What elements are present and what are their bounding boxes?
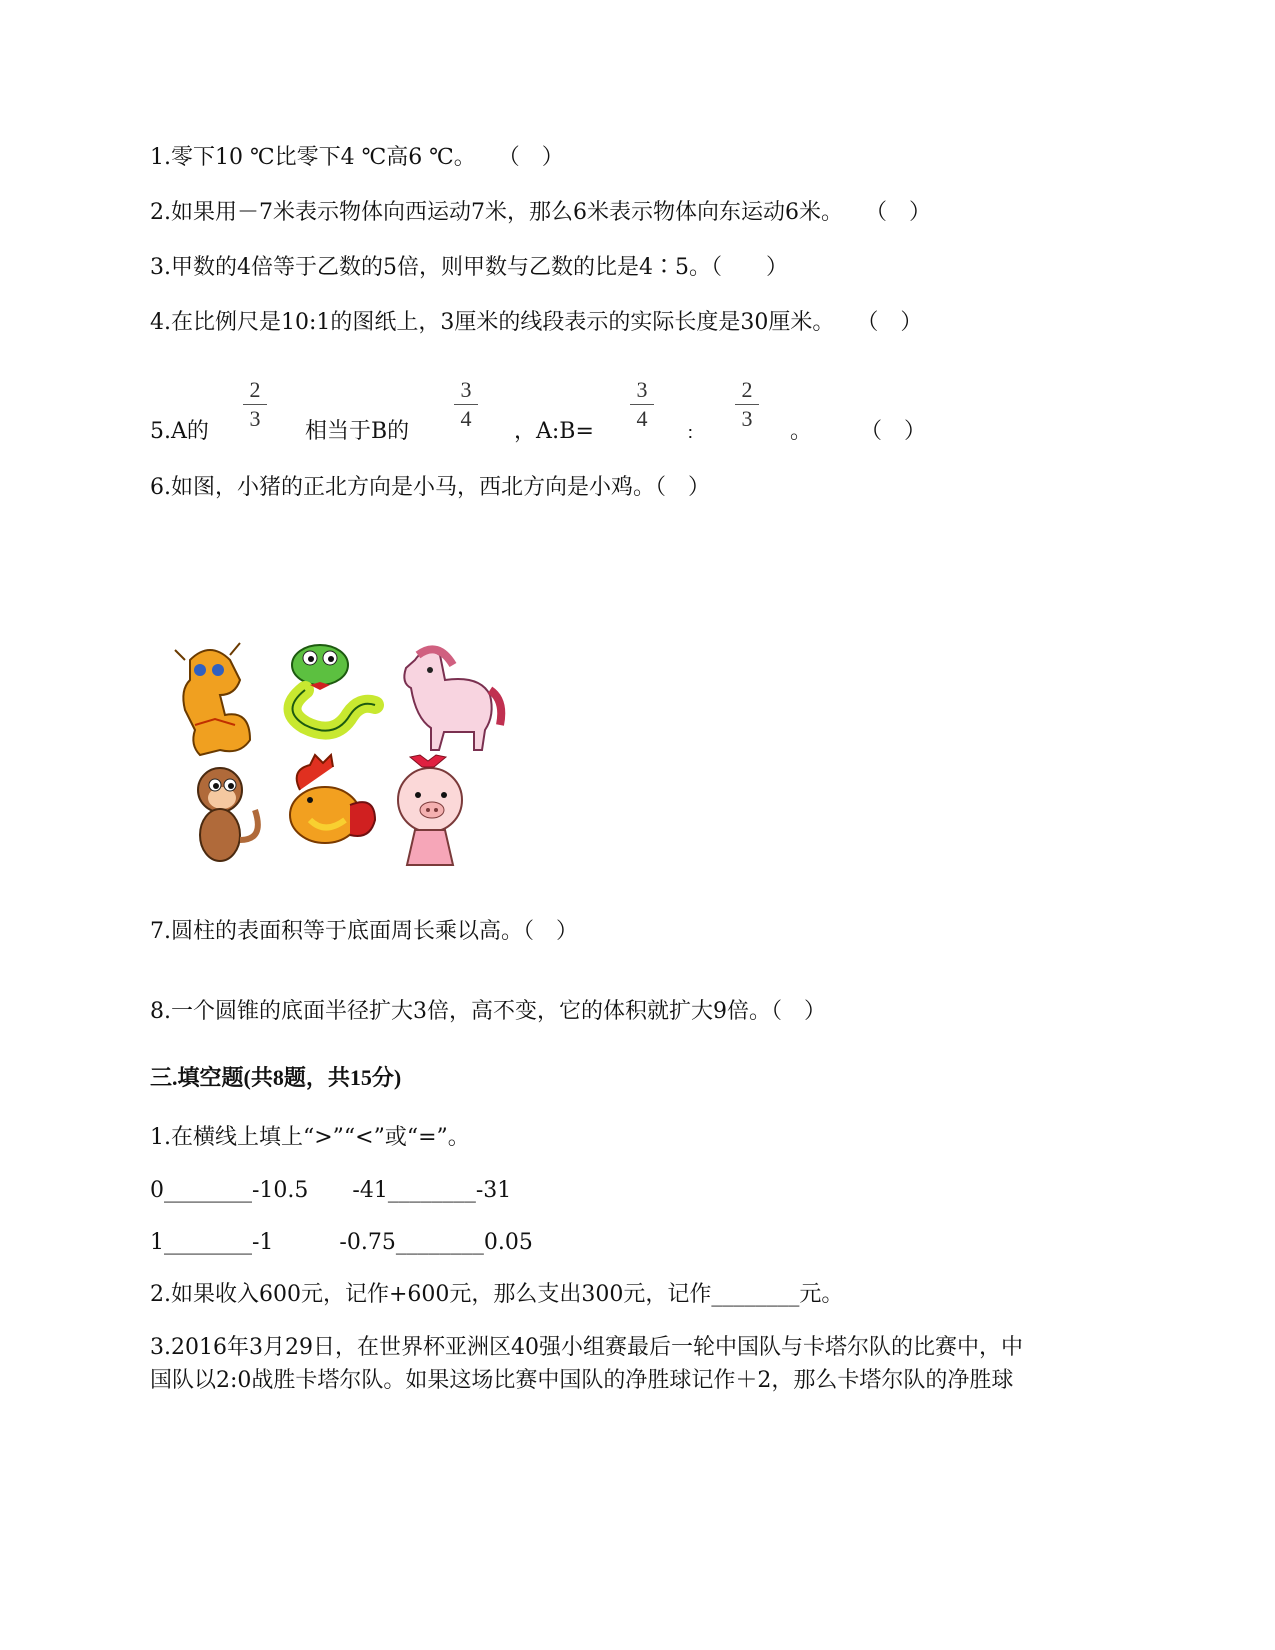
- fill-question-1-row-2: 1________-1 -0.75________0.05: [150, 1230, 533, 1255]
- section-heading-fill-in: 三.填空题(共8题，共15分): [150, 1065, 402, 1090]
- fill-question-3-line-1: 3.2016年3月29日，在世界杯亚洲区40强小组赛最后一轮中国队与卡塔尔队的比赛中，中: [150, 1335, 1023, 1360]
- question-5-blank: （ ）: [860, 419, 927, 444]
- question-8: 8.一个圆锥的底面半径扩大3倍，高不变，它的体积就扩大9倍。（ ）: [150, 999, 826, 1024]
- pig-icon: [398, 755, 462, 865]
- question-5-ratio: ，A:B=: [514, 419, 594, 444]
- fraction-4-denominator: 3: [741, 406, 753, 431]
- question-5-prefix: 5.A的: [150, 419, 209, 444]
- dragon-icon: [175, 643, 250, 755]
- rooster-icon: [290, 755, 375, 843]
- fill-question-1: 1.在横线上填上“>”“<”或“=”。: [150, 1125, 470, 1150]
- question-5-colon: ∶: [688, 424, 693, 445]
- question-4: 4.在比例尺是10:1的图纸上，3厘米的线段表示的实际长度是30厘米。 （ ）: [150, 310, 923, 335]
- fill-question-3-line-2: 国队以2:0战胜卡塔尔队。如果这场比赛中国队的净胜球记作＋2，那么卡塔尔队的净胜球: [150, 1368, 1014, 1393]
- zodiac-animals-figure: [160, 630, 530, 890]
- fraction-2-numerator: 3: [460, 377, 472, 402]
- fraction-4: [735, 378, 759, 431]
- fraction-3-denominator: 4: [636, 406, 648, 431]
- question-1: 1.零下10 ℃比零下4 ℃高6 ℃。 （ ）: [150, 145, 564, 170]
- fraction-1: [243, 378, 267, 431]
- horse-icon: [404, 649, 501, 750]
- fraction-1-denominator: 3: [249, 406, 261, 431]
- fraction-3-numerator: 3: [636, 377, 648, 402]
- question-5-mid: 相当于B的: [305, 419, 410, 444]
- snake-icon: [292, 645, 375, 731]
- question-5-end: 。: [790, 419, 813, 444]
- monkey-icon: [198, 768, 258, 861]
- fraction-2-denominator: 4: [460, 406, 472, 431]
- question-7: 7.圆柱的表面积等于底面周长乘以高。（ ）: [150, 919, 578, 944]
- fraction-3: [630, 378, 654, 431]
- fraction-2: [454, 378, 478, 431]
- question-3: 3.甲数的4倍等于乙数的5倍，则甲数与乙数的比是4∶5。（ ）: [150, 255, 788, 280]
- question-6: 6.如图，小猪的正北方向是小马，西北方向是小鸡。（ ）: [150, 475, 710, 500]
- question-2: 2.如果用－7米表示物体向西运动7米，那么6米表示物体向东运动6米。 （ ）: [150, 200, 931, 225]
- fraction-4-numerator: 2: [741, 377, 753, 402]
- fill-question-2: 2.如果收入600元，记作+600元，那么支出300元，记作________元。: [150, 1282, 844, 1307]
- fraction-1-numerator: 2: [249, 377, 261, 402]
- fill-question-1-row-1: 0________-10.5 -41________-31: [150, 1178, 512, 1203]
